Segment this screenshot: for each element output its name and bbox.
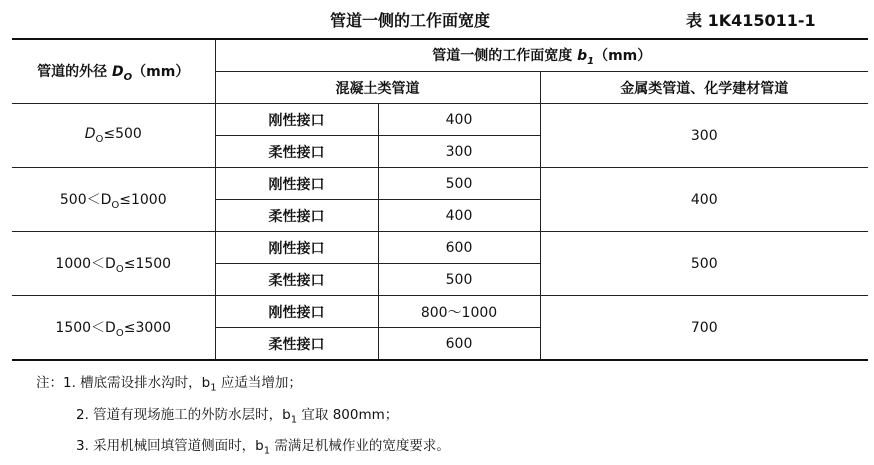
flexible-joint-value: 300 (378, 136, 540, 168)
table-container (12, 38, 868, 361)
flexible-joint-value: 600 (378, 328, 540, 361)
diameter-cell: $D_O\le 500$ (12, 104, 215, 168)
metal-pipe-header: 金属类管道、化学建材管道 (540, 72, 868, 104)
metal-pipe-value: 400 (540, 168, 868, 232)
rigid-joint-label: 刚性接口 (215, 168, 378, 200)
diameter-cell: $1500<D_O\le 3000$ (12, 296, 215, 361)
rigid-joint-value: 500 (378, 168, 540, 200)
table-number: 表 1K415011-1 (686, 11, 816, 30)
note-3: 3. 采用机械回填管道侧面时，$b_1$ 需满足机械作业的宽度要求。 (76, 438, 450, 458)
diameter-cell: $1000<D_O\le 1500$ (12, 232, 215, 296)
metal-pipe-value: 700 (540, 296, 868, 361)
diameter-header (12, 39, 215, 104)
header-row-1 (12, 39, 868, 72)
metal-pipe-value: 500 (540, 232, 868, 296)
note-1: 注：1. 槽底需设排水沟时，$b_1$ 应适当增加； (36, 375, 302, 394)
table-title: 管道一侧的工作面宽度 (330, 11, 491, 30)
notes-section (36, 370, 856, 465)
rigid-joint-value: 400 (378, 104, 540, 136)
notes-prefix: 注： (36, 375, 63, 391)
flexible-joint-label: 柔性接口 (215, 200, 378, 232)
table-row (12, 168, 868, 200)
flexible-joint-label: 柔性接口 (215, 136, 378, 168)
rigid-joint-label: 刚性接口 (215, 296, 378, 328)
rigid-joint-value: 600 (378, 232, 540, 264)
metal-pipe-value: 300 (540, 104, 868, 168)
diameter-header-label: 管道的外径 $D_O(mm)$ (37, 63, 190, 83)
work-width-group-header (215, 39, 868, 72)
rigid-joint-label: 刚性接口 (215, 232, 378, 264)
table-row (12, 232, 868, 264)
work-width-table (12, 38, 868, 361)
flexible-joint-label: 柔性接口 (215, 264, 378, 296)
rigid-joint-label: 刚性接口 (215, 104, 378, 136)
diameter-cell: $500<D_O\le 1000$ (12, 168, 215, 232)
group-header-label: 管道一侧的工作面宽度 $b_1(mm)$ (432, 47, 652, 67)
flexible-joint-value: 500 (378, 264, 540, 296)
rigid-joint-value: 800～1000 (378, 296, 540, 328)
table-row (12, 104, 868, 136)
note-2: 2. 管道有现场施工的外防水层时，$b_1$ 宜取 800mm； (76, 406, 399, 426)
table-row (12, 296, 868, 328)
concrete-pipe-header: 混凝土类管道 (215, 72, 540, 104)
flexible-joint-label: 柔性接口 (215, 328, 378, 361)
flexible-joint-value: 400 (378, 200, 540, 232)
title-row (0, 8, 874, 30)
